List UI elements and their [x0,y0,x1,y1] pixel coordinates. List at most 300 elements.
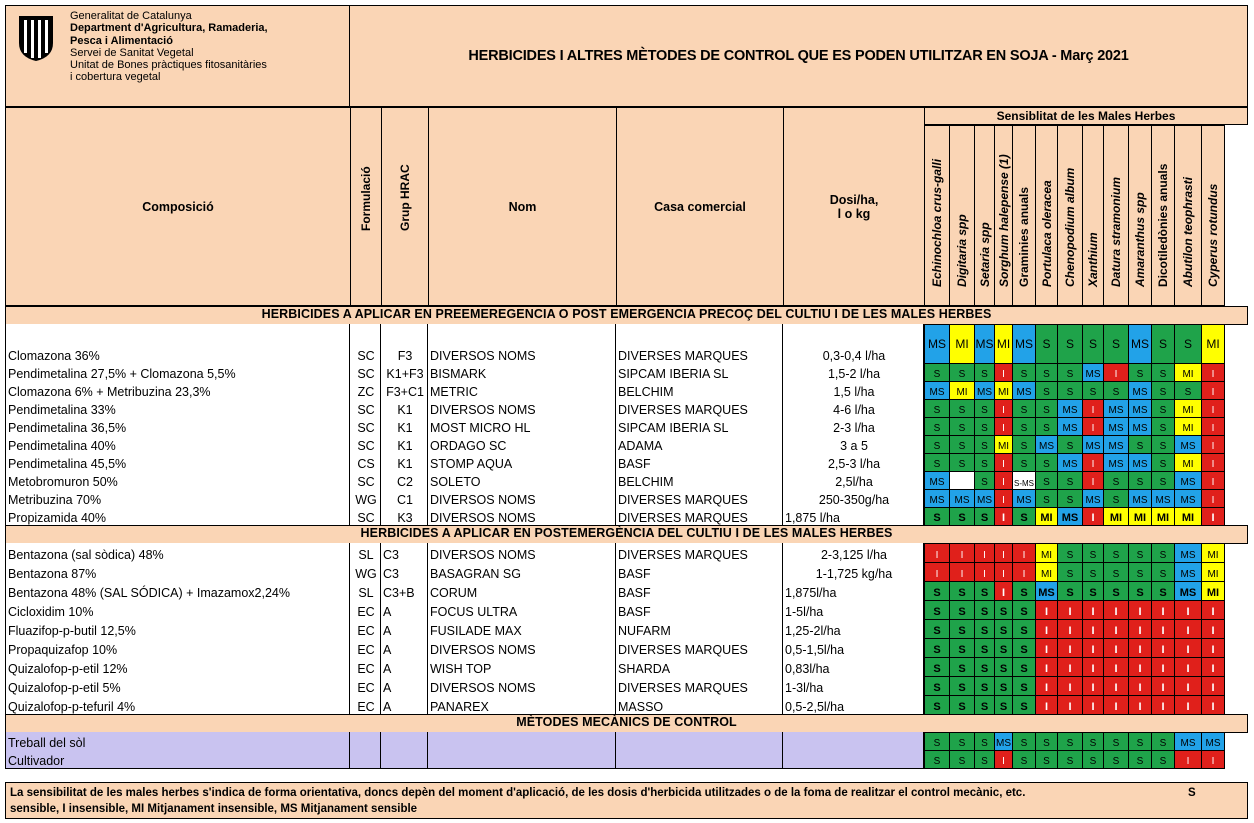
cell-hrac: F3 [381,324,428,364]
sensitivity-cell: S [974,435,995,454]
sensitivity-cell: S [949,581,975,601]
sensitivity-cell: I [1103,600,1129,620]
weed-column [974,125,995,306]
cell-casa: DIVERSES MARQUES [616,543,783,563]
sensitivity-cell: S [949,619,975,639]
cell-form: SC [350,417,381,436]
cell-nom: DIVERSOS NOMS [428,507,616,526]
sensitivity-cell: MI [1174,417,1202,436]
sensitivity-cell: S [1035,381,1058,400]
sensitivity-cell: S [1012,363,1036,382]
sensitivity-cell: S [1128,543,1152,563]
sensitivity-cell: I [994,489,1013,508]
cell-nom: WISH TOP [428,657,616,677]
cell-form: SC [350,471,381,490]
cell-casa: BASF [616,453,783,472]
sensitivity-cell: S [949,453,975,472]
sensitivity-cell: S [1128,363,1152,382]
sensitivity-cell: S [1103,543,1129,563]
cell-form: EC [350,600,381,620]
sensitivity-cell: I [1128,695,1152,715]
sensitivity-cell: I [994,562,1013,582]
sensitivity-cell: MS [1035,581,1058,601]
sensitivity-cell: MI [949,324,975,364]
sensitivity-cell: MS [1174,581,1202,601]
sensitivity-cell: I [1201,507,1225,526]
sensitivity-cell: MS [1012,324,1036,364]
sensitivity-cell: MS [1103,399,1129,418]
sensitivity-cell: S [1151,381,1175,400]
cell-nom: STOMP AQUA [428,453,616,472]
cell-form: EC [350,638,381,658]
org-line: Servei de Sanitat Vegetal [70,46,194,59]
cell-comp: Pendimetalina 33% [5,399,350,418]
cell-comp: Propizamida 40% [5,507,350,526]
sensitivity-cell: I [994,363,1013,382]
sensitivity-cell: MS [994,732,1013,751]
sensitivity-cell: S [974,638,995,658]
sensitivity-cell: I [1128,600,1152,620]
sensitivity-cell: I [1174,750,1202,769]
sensitivity-cell: S [1035,417,1058,436]
sensitivity-cell: S [1035,363,1058,382]
sensitivity-cell: MI [1174,363,1202,382]
sensitivity-cell: I [1201,600,1225,620]
cell-comp: Clomazona 6% + Metribuzina 23,3% [5,381,350,400]
sensitivity-cell: S [1057,324,1083,364]
cell-hrac [381,750,428,769]
sensitivity-cell: S [949,600,975,620]
cell-form: SL [350,581,381,601]
cell-form: SC [350,435,381,454]
table-row [5,453,1248,472]
sensitivity-cell: I [1151,695,1175,715]
table-row [5,619,1248,639]
sensitivity-cell: S [1012,581,1036,601]
sensitivity-cell: MI [1174,507,1202,526]
sensitivity-cell: I [1082,399,1104,418]
sensitivity-cell: S [1035,399,1058,418]
sensitivity-cell: I [1201,471,1225,490]
cell-casa [616,750,783,769]
sensitivity-cell: I [1057,600,1083,620]
sensitivity-cell: S [1012,750,1036,769]
sensitivity-cell: MS [1174,489,1202,508]
sensitivity-cell: I [1082,507,1104,526]
weed-column [924,125,950,306]
cell-dosi: 1-3l/ha [783,676,924,696]
sensitivity-cell: S [974,695,995,715]
sensitivity-cell: S [1012,657,1036,677]
sensitivity-cell: S [1151,750,1175,769]
sensitivity-cell: S [924,732,950,751]
sensitivity-cell: S [1057,581,1083,601]
sensitivity-cell: MS [1128,399,1152,418]
sensitivity-cell: MS [1174,732,1202,751]
sensitivity-cell: S [1151,453,1175,472]
sensitivity-cell: S [1128,732,1152,751]
cell-dosi: 1,5 l/ha [783,381,924,400]
sensitivity-cell: MS [974,381,995,400]
sensitivity-cell: S [1012,695,1036,715]
sensitivity-cell: I [1103,619,1129,639]
organization-box [5,5,350,107]
cell-form: SC [350,324,381,364]
sensitivity-cell: I [1151,638,1175,658]
cell-form: EC [350,695,381,715]
sensitivity-cell: I [1035,619,1058,639]
cell-casa: NUFARM [616,619,783,639]
sensitivity-cell: I [1057,695,1083,715]
cell-dosi [783,750,924,769]
cell-dosi: 3 a 5 [783,435,924,454]
sensitivity-cell: MI [1174,453,1202,472]
sensitivity-cell: I [994,399,1013,418]
sensitivity-cell [949,471,975,490]
cell-hrac: K1+F3 [381,363,428,382]
column-composicio-text: Composició [142,199,214,214]
cell-nom [428,750,616,769]
table-row [5,562,1248,582]
sensitivity-cell: MS [1082,363,1104,382]
column-dosi-text: Dosi/ha, [829,192,879,207]
weed-column [1151,125,1175,306]
column-formulacio-label: Formulació [359,166,373,231]
sensitivity-cell: S [1057,489,1083,508]
table-row [5,417,1248,436]
sensitivity-cell: S [1035,471,1058,490]
weed-name: Datura stramonium [1109,176,1123,287]
sensitivity-cell: S [974,471,995,490]
cell-comp: Metribuzina 70% [5,489,350,508]
sensitivity-cell: I [1201,619,1225,639]
sensitivity-cell: S [1128,750,1152,769]
sensitivity-cell: I [1151,600,1175,620]
cell-hrac: A [381,619,428,639]
cell-casa: BASF [616,562,783,582]
sensitivity-cell: S [1128,471,1152,490]
weed-column [1035,125,1058,306]
section-title: HERBICIDES A APLICAR EN POSTEMERGÈNCIA DEL CULTIU I DE LES MALES HERBES [5,525,1248,544]
sensitivity-cell: S [949,417,975,436]
sensitivity-cell: S [994,657,1013,677]
cell-casa: SIPCAM IBERIA SL [616,363,783,382]
cell-dosi: 0,5-1,5l/ha [783,638,924,658]
sensitivity-cell: I [1128,638,1152,658]
sensitivity-cell: MS [1151,489,1175,508]
sensitivity-cell: MS [1057,399,1083,418]
sensitivity-cell: S [924,363,950,382]
sensitivity-cell: I [1012,562,1036,582]
sensitivity-cell: MS [1082,489,1104,508]
table-header [5,107,1248,306]
cell-comp: Pendimetalina 36,5% [5,417,350,436]
cell-comp: Quizalofop-p-etil 5% [5,676,350,696]
sensitivity-cell: MS [1057,453,1083,472]
cell-dosi: 1,875 l/ha [783,507,924,526]
sensitivity-cell: MS [1035,435,1058,454]
cell-comp: Quizalofop-p-tefuril 4% [5,695,350,715]
cell-nom: DIVERSOS NOMS [428,638,616,658]
cell-comp: Treball del sòl [5,732,350,751]
sensitivity-cell: S [974,600,995,620]
cell-comp: Quizalofop-p-etil 12% [5,657,350,677]
cell-nom: ORDAGO SC [428,435,616,454]
cell-form: WG [350,562,381,582]
org-line: Department d'Agricultura, Ramaderia, [70,22,268,35]
sensitivity-cell: S [974,363,995,382]
cell-nom: SOLETO [428,471,616,490]
sensitivity-cell: MS [1057,417,1083,436]
cell-nom: DIVERSOS NOMS [428,399,616,418]
table-row [5,363,1248,382]
table-row [5,732,1248,751]
sensitivity-cell: S [1151,435,1175,454]
section-title: HERBICIDES A APLICAR EN PREEMEREGENCIA O POST EMERGENCIA PRECOÇ DEL CULTIU I DE LES MALES HERBES [5,306,1248,325]
sensitivity-cell: I [1082,453,1104,472]
weed-name: Sorghum halepense (1) [996,154,1011,287]
sensitivity-cell: S [974,676,995,696]
sensitivity-cell: I [1201,695,1225,715]
weed-column [1082,125,1104,306]
sensitivity-cell: S [1103,381,1129,400]
sensitivity-cell: S [1128,435,1152,454]
sensitivity-cell: MS [924,489,950,508]
cell-nom: FUSILADE MAX [428,619,616,639]
sensitivity-cell: MS [1012,381,1036,400]
cell-hrac: A [381,638,428,658]
sensitivity-cell: MI [1201,562,1225,582]
sensitivity-title: Sensiblitat de les Males Herbes [924,107,1248,125]
cell-form: SC [350,399,381,418]
weed-name: Chenopodium album [1063,167,1077,287]
sensitivity-cell: MI [1201,324,1225,364]
sensitivity-cell: I [1082,600,1104,620]
column-composicio [5,107,351,306]
sensitivity-cell: S [1151,399,1175,418]
sensitivity-cell: S [924,657,950,677]
sensitivity-cell: S [949,750,975,769]
weed-name: Echinochloa crus-galli [930,158,944,287]
sensitivity-cell: S [974,732,995,751]
cell-dosi: 1,25-2l/ha [783,619,924,639]
page-title: HERBICIDES I ALTRES MÈTODES DE CONTROL QUE ES PODEN UTILITZAR EN SOJA - Març 2021 [468,48,1129,64]
table-row [5,676,1248,696]
sensitivity-cell: S [924,417,950,436]
cell-casa: DIVERSES MARQUES [616,676,783,696]
sensitivity-cell: I [1201,638,1225,658]
sensitivity-cell: I [994,507,1013,526]
sensitivity-cell: S [1057,381,1083,400]
cell-form [350,732,381,751]
footer-s-letter: S [1188,787,1196,799]
sensitivity-cell: I [994,471,1013,490]
sensitivity-cell: MS [1128,489,1152,508]
sensitivity-cell: I [1128,619,1152,639]
sensitivity-cell: I [1201,750,1225,769]
sensitivity-cell: S [994,619,1013,639]
cell-comp: Fluazifop-p-butil 12,5% [5,619,350,639]
sensitivity-cell: MS [1012,489,1036,508]
cell-hrac: K1 [381,453,428,472]
sensitivity-cell: S [1082,750,1104,769]
sensitivity-cell: MI [1201,581,1225,601]
weed-name: Graminies anuals [1017,186,1031,287]
sensitivity-cell: I [949,543,975,563]
sensitivity-cell: S [1057,363,1083,382]
sensitivity-cell: MI [949,381,975,400]
cell-hrac: F3+C1 [381,381,428,400]
cell-casa: BASF [616,581,783,601]
title-box [349,5,1248,107]
sensitivity-cell: I [1103,657,1129,677]
sensitivity-cell: S [994,695,1013,715]
cell-comp: Cultivador [5,750,350,769]
cell-form: SL [350,543,381,563]
weed-name: Abutilon teophrasti [1181,177,1195,287]
cell-form: CS [350,453,381,472]
table-row [5,489,1248,508]
cell-casa: SHARDA [616,657,783,677]
weed-name: Dicotiledònies anuals [1156,163,1170,287]
sensitivity-cell: I [1151,657,1175,677]
weed-name: Cyperus rotundus [1206,183,1220,287]
table-row [5,581,1248,601]
sensitivity-cell: MS [1174,435,1202,454]
column-nom [428,107,617,306]
cell-hrac [381,732,428,751]
sensitivity-cell: MS [924,324,950,364]
sensitivity-cell: I [1082,471,1104,490]
cell-dosi: 0,3-0,4 l/ha [783,324,924,364]
sensitivity-cell: S [1012,399,1036,418]
cell-comp: Bentazona (sal sòdica) 48% [5,543,350,563]
sensitivity-cell: S [1128,562,1152,582]
cell-hrac: C3+B [381,581,428,601]
column-hrac-label: Grup HRAC [398,164,412,231]
sensitivity-cell: MS [1128,417,1152,436]
cell-form: EC [350,619,381,639]
sensitivity-cell: S [1012,417,1036,436]
sensitivity-cell: I [1201,435,1225,454]
cell-casa: BELCHIM [616,471,783,490]
sensitivity-cell: S [949,399,975,418]
sensitivity-cell: S [974,507,995,526]
table-row [5,600,1248,620]
cell-comp: Clomazona 36% [5,324,350,364]
sensitivity-cell: S [949,657,975,677]
sensitivity-cell: S [949,507,975,526]
weed-column [994,125,1013,306]
table-row [5,695,1248,715]
sensitivity-cell: S [1174,381,1202,400]
sensitivity-cell: MS [1174,562,1202,582]
generalitat-logo-icon [16,13,56,63]
cell-hrac: A [381,657,428,677]
cell-dosi: 4-6 l/ha [783,399,924,418]
sensitivity-cell: S [1103,489,1129,508]
sensitivity-cell: S [924,507,950,526]
sensitivity-cell: S [1012,453,1036,472]
sensitivity-cell: S [924,695,950,715]
sensitivity-cell: S [1035,732,1058,751]
cell-dosi: 1-1,725 kg/ha [783,562,924,582]
table-row [5,381,1248,400]
cell-hrac: K1 [381,435,428,454]
sensitivity-cell: I [1082,417,1104,436]
cell-form: EC [350,676,381,696]
sensitivity-cell: S [1103,732,1129,751]
sensitivity-cell: I [1035,657,1058,677]
sensitivity-cell: MS [1103,453,1129,472]
cell-hrac: C3 [381,543,428,563]
weed-name: Portulaca oleracea [1039,180,1054,287]
sensitivity-cell: I [1174,695,1202,715]
weed-name: Xanthium [1086,232,1100,287]
cell-form: WG [350,489,381,508]
cell-nom: DIVERSOS NOMS [428,543,616,563]
table-row [5,324,1248,364]
cell-casa [616,732,783,751]
cell-dosi [783,732,924,751]
sensitivity-cell: MI [1201,543,1225,563]
cell-hrac: K3 [381,507,428,526]
sensitivity-cell: MS [1128,324,1152,364]
cell-nom: METRIC [428,381,616,400]
sensitivity-cell: S [974,581,995,601]
sensitivity-cell: MS [1128,453,1152,472]
org-line: Pesca i Alimentació [70,34,173,47]
sensitivity-cell: S [924,581,950,601]
sensitivity-cell: MI [994,435,1013,454]
column-casa [616,107,784,306]
cell-hrac: C1 [381,489,428,508]
weed-name: Digitaria spp [955,214,969,287]
sensitivity-cell: I [994,453,1013,472]
sensitivity-cell: MS [949,489,975,508]
sensitivity-cell: MS [1201,732,1225,751]
sensitivity-cell: I [1201,399,1225,418]
cell-nom: CORUM [428,581,616,601]
sensitivity-cell: I [1201,657,1225,677]
sensitivity-cell: S [949,363,975,382]
sensitivity-cell: S [1082,324,1104,364]
cell-form: SC [350,507,381,526]
sensitivity-cell: I [1057,638,1083,658]
footer-text: La sensibilitat de les males herbes s'indica de forma orientativa, doncs depèn del moment d'aplicació, de les dosis d'herbicida utilitzades o de la foma de realitzar el control mecànic, etc. [10,787,1026,799]
sensitivity-cell: S [974,417,995,436]
sensitivity-cell: I [924,562,950,582]
sensitivity-cell: I [1201,363,1225,382]
cell-hrac: K1 [381,417,428,436]
sensitivity-cell: MS [1128,381,1152,400]
cell-casa: ADAMA [616,435,783,454]
sensitivity-cell: S [1012,507,1036,526]
sensitivity-cell: I [1201,489,1225,508]
sensitivity-cell: S [974,453,995,472]
sensitivity-cell: S [949,732,975,751]
cell-comp: Bentazona 48% (SAL SÓDICA) + Imazamox2,24% [5,581,350,601]
column-nom-text: Nom [508,199,537,214]
sensitivity-cell: S [1035,453,1058,472]
sensitivity-cell: S [1012,600,1036,620]
cell-nom: FOCUS ULTRA [428,600,616,620]
sensitivity-cell: S [1012,676,1036,696]
cell-hrac: K1 [381,399,428,418]
sensitivity-cell: I [1057,657,1083,677]
sensitivity-cell: MS [1103,435,1129,454]
cell-hrac: A [381,676,428,696]
